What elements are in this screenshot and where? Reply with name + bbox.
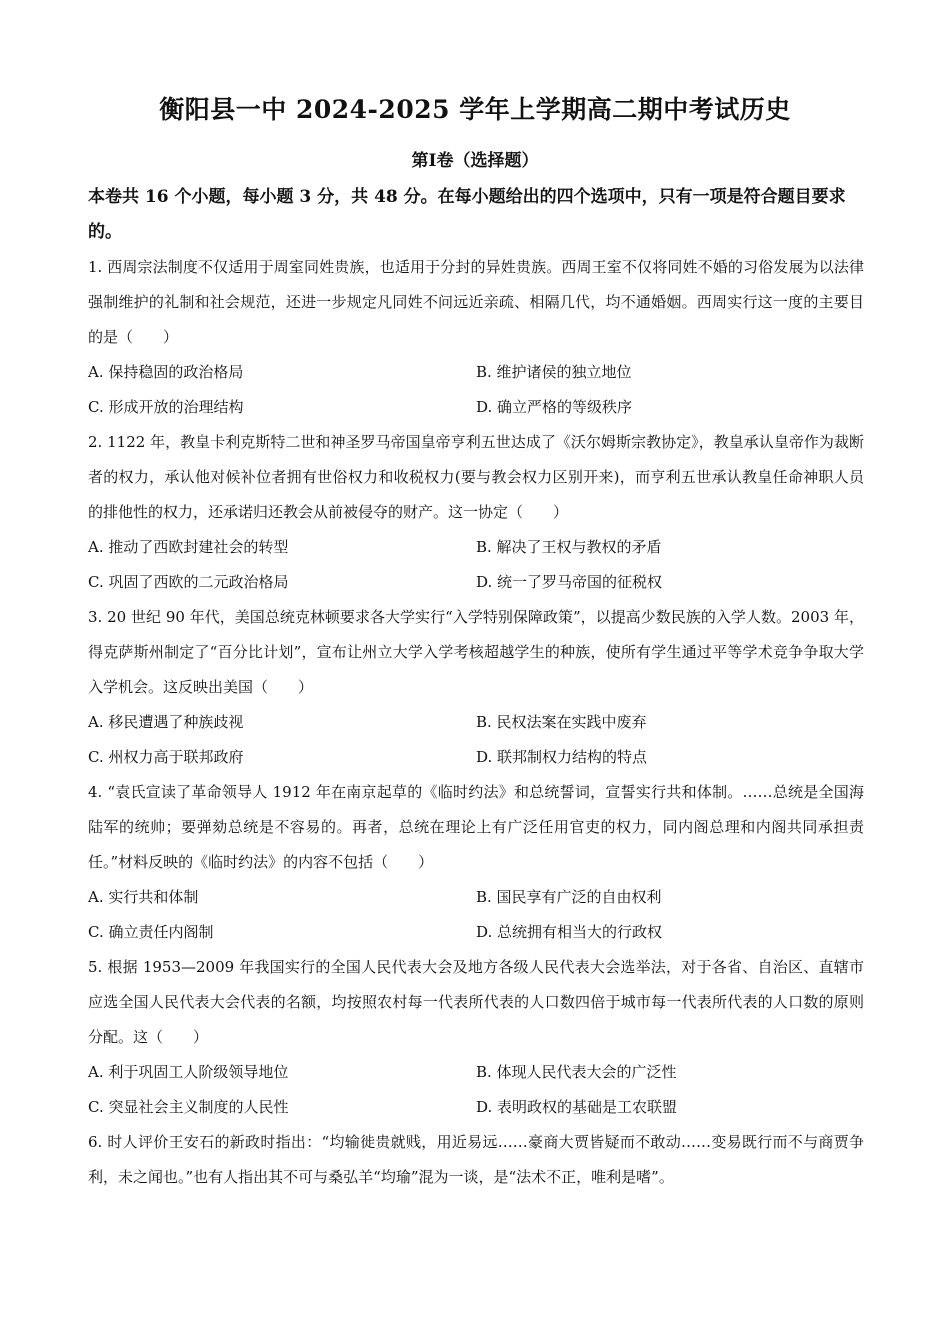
question-stem: 1. 西周宗法制度不仅适用于周室同姓贵族，也适用于分封的异姓贵族。西周王室不仅将同姓不婚的习俗发展为以法律强制维护的礼制和社会规范，还进一步规定凡同姓不问远近亲疏、相隔几代，均不通婚姻。西周实行这一度的主要目的是（ ） <box>88 258 864 346</box>
option-b: B. 维护诸侯的独立地位 <box>476 363 632 381</box>
question-5 <box>88 950 864 1125</box>
question-2 <box>88 425 864 600</box>
option-d: D. 表明政权的基础是工农联盟 <box>476 1098 678 1116</box>
question-stem: 2. 1122 年，教皇卡利克斯特二世和神圣罗马帝国皇帝亨利五世达成了《沃尔姆斯宗教协定》，教皇承认皇帝作为裁断者的权力，承认他对候补位者拥有世俗权力和收税权力(要与教会权力区别开来)，而亨利五世承认教皇任命神职人员的排他性的权力，还承诺归还教会从前被侵夺的财产。这一协定（ ） <box>88 433 864 521</box>
option-c: C. 州权力高于联邦政府 <box>88 748 244 766</box>
question-1 <box>88 250 864 425</box>
option-a: A. 移民遭遇了种族歧视 <box>88 713 244 731</box>
option-a: A. 实行共和体制 <box>88 888 199 906</box>
option-d: D. 确立严格的等级秩序 <box>476 398 633 416</box>
option-c: C. 形成开放的治理结构 <box>88 398 244 416</box>
option-c: C. 确立责任内阁制 <box>88 923 214 941</box>
option-a: A. 保持稳固的政治格局 <box>88 363 244 381</box>
section-instruction: 本卷共 16 个小题，每小题 3 分，共 48 分。在每小题给出的四个选项中，只有一项是符合题目要求的。 <box>88 187 846 242</box>
question-options <box>88 355 864 425</box>
option-c: C. 突显社会主义制度的人民性 <box>88 1098 289 1116</box>
option-b: B. 民权法案在实践中废弃 <box>476 713 647 731</box>
question-options <box>88 1055 864 1125</box>
question-3 <box>88 600 864 775</box>
section-title: 第Ⅰ卷（选择题） <box>411 151 539 171</box>
option-d: D. 联邦制权力结构的特点 <box>476 748 648 766</box>
option-b: B. 国民享有广泛的自由权利 <box>476 888 662 906</box>
question-6 <box>88 1125 864 1195</box>
option-d: D. 总统拥有相当大的行政权 <box>476 923 663 941</box>
question-4 <box>88 775 864 950</box>
option-d: D. 统一了罗马帝国的征税权 <box>476 573 663 591</box>
option-c: C. 巩固了西欧的二元政治格局 <box>88 573 289 591</box>
option-b: B. 解决了王权与教权的矛盾 <box>476 538 662 556</box>
question-options <box>88 880 864 950</box>
exam-title: 衡阳县一中 2024-2025 学年上学期高二期中考试历史 <box>159 95 791 124</box>
question-stem: 4. “袁氏宣读了革命领导人 1912 年在南京起草的《临时约法》和总统誓词，宣誓实行共和体制。……总统是全国海陆军的统帅；要弹劾总统是不容易的。再者，总统在理论上有广泛任用官吏的权力，同内阁总理和内阁共同承担责任。”材料反映的《临时约法》的内容不包括（ ） <box>88 783 864 871</box>
exam-content <box>88 180 864 1195</box>
question-stem: 3. 20 世纪 90 年代，美国总统克林顿要求各大学实行“入学特别保障政策”，以提高少数民族的入学人数。2003 年，得克萨斯州制定了“百分比计划”，宣布让州立大学入学考核超越学生的种族，使所有学生通过平等学术竞争争取大学入学机会。这反映出美国（ ） <box>88 608 864 696</box>
question-stem: 6. 时人评价王安石的新政时指出：“均输徙贵就贱，用近易远……豪商大贾皆疑而不敢动……变易既行而不与商贾争利，未之闻也。”也有人指出其不可与桑弘羊“均瑜”混为一谈，是“法术不正，唯利是嗜”。 <box>88 1133 864 1186</box>
option-a: A. 利于巩固工人阶级领导地位 <box>88 1063 289 1081</box>
question-options <box>88 705 864 775</box>
option-a: A. 推动了西欧封建社会的转型 <box>88 538 289 556</box>
question-stem: 5. 根据 1953—2009 年我国实行的全国人民代表大会及地方各级人民代表大会选举法，对于各省、自治区、直辖市应选全国人民代表大会代表的名额，均按照农村每一代表所代表的人口数四倍于城市每一代表所代表的人口数的原则分配。这（ ） <box>88 958 864 1046</box>
option-b: B. 体现人民代表大会的广泛性 <box>476 1063 677 1081</box>
question-options <box>88 530 864 600</box>
